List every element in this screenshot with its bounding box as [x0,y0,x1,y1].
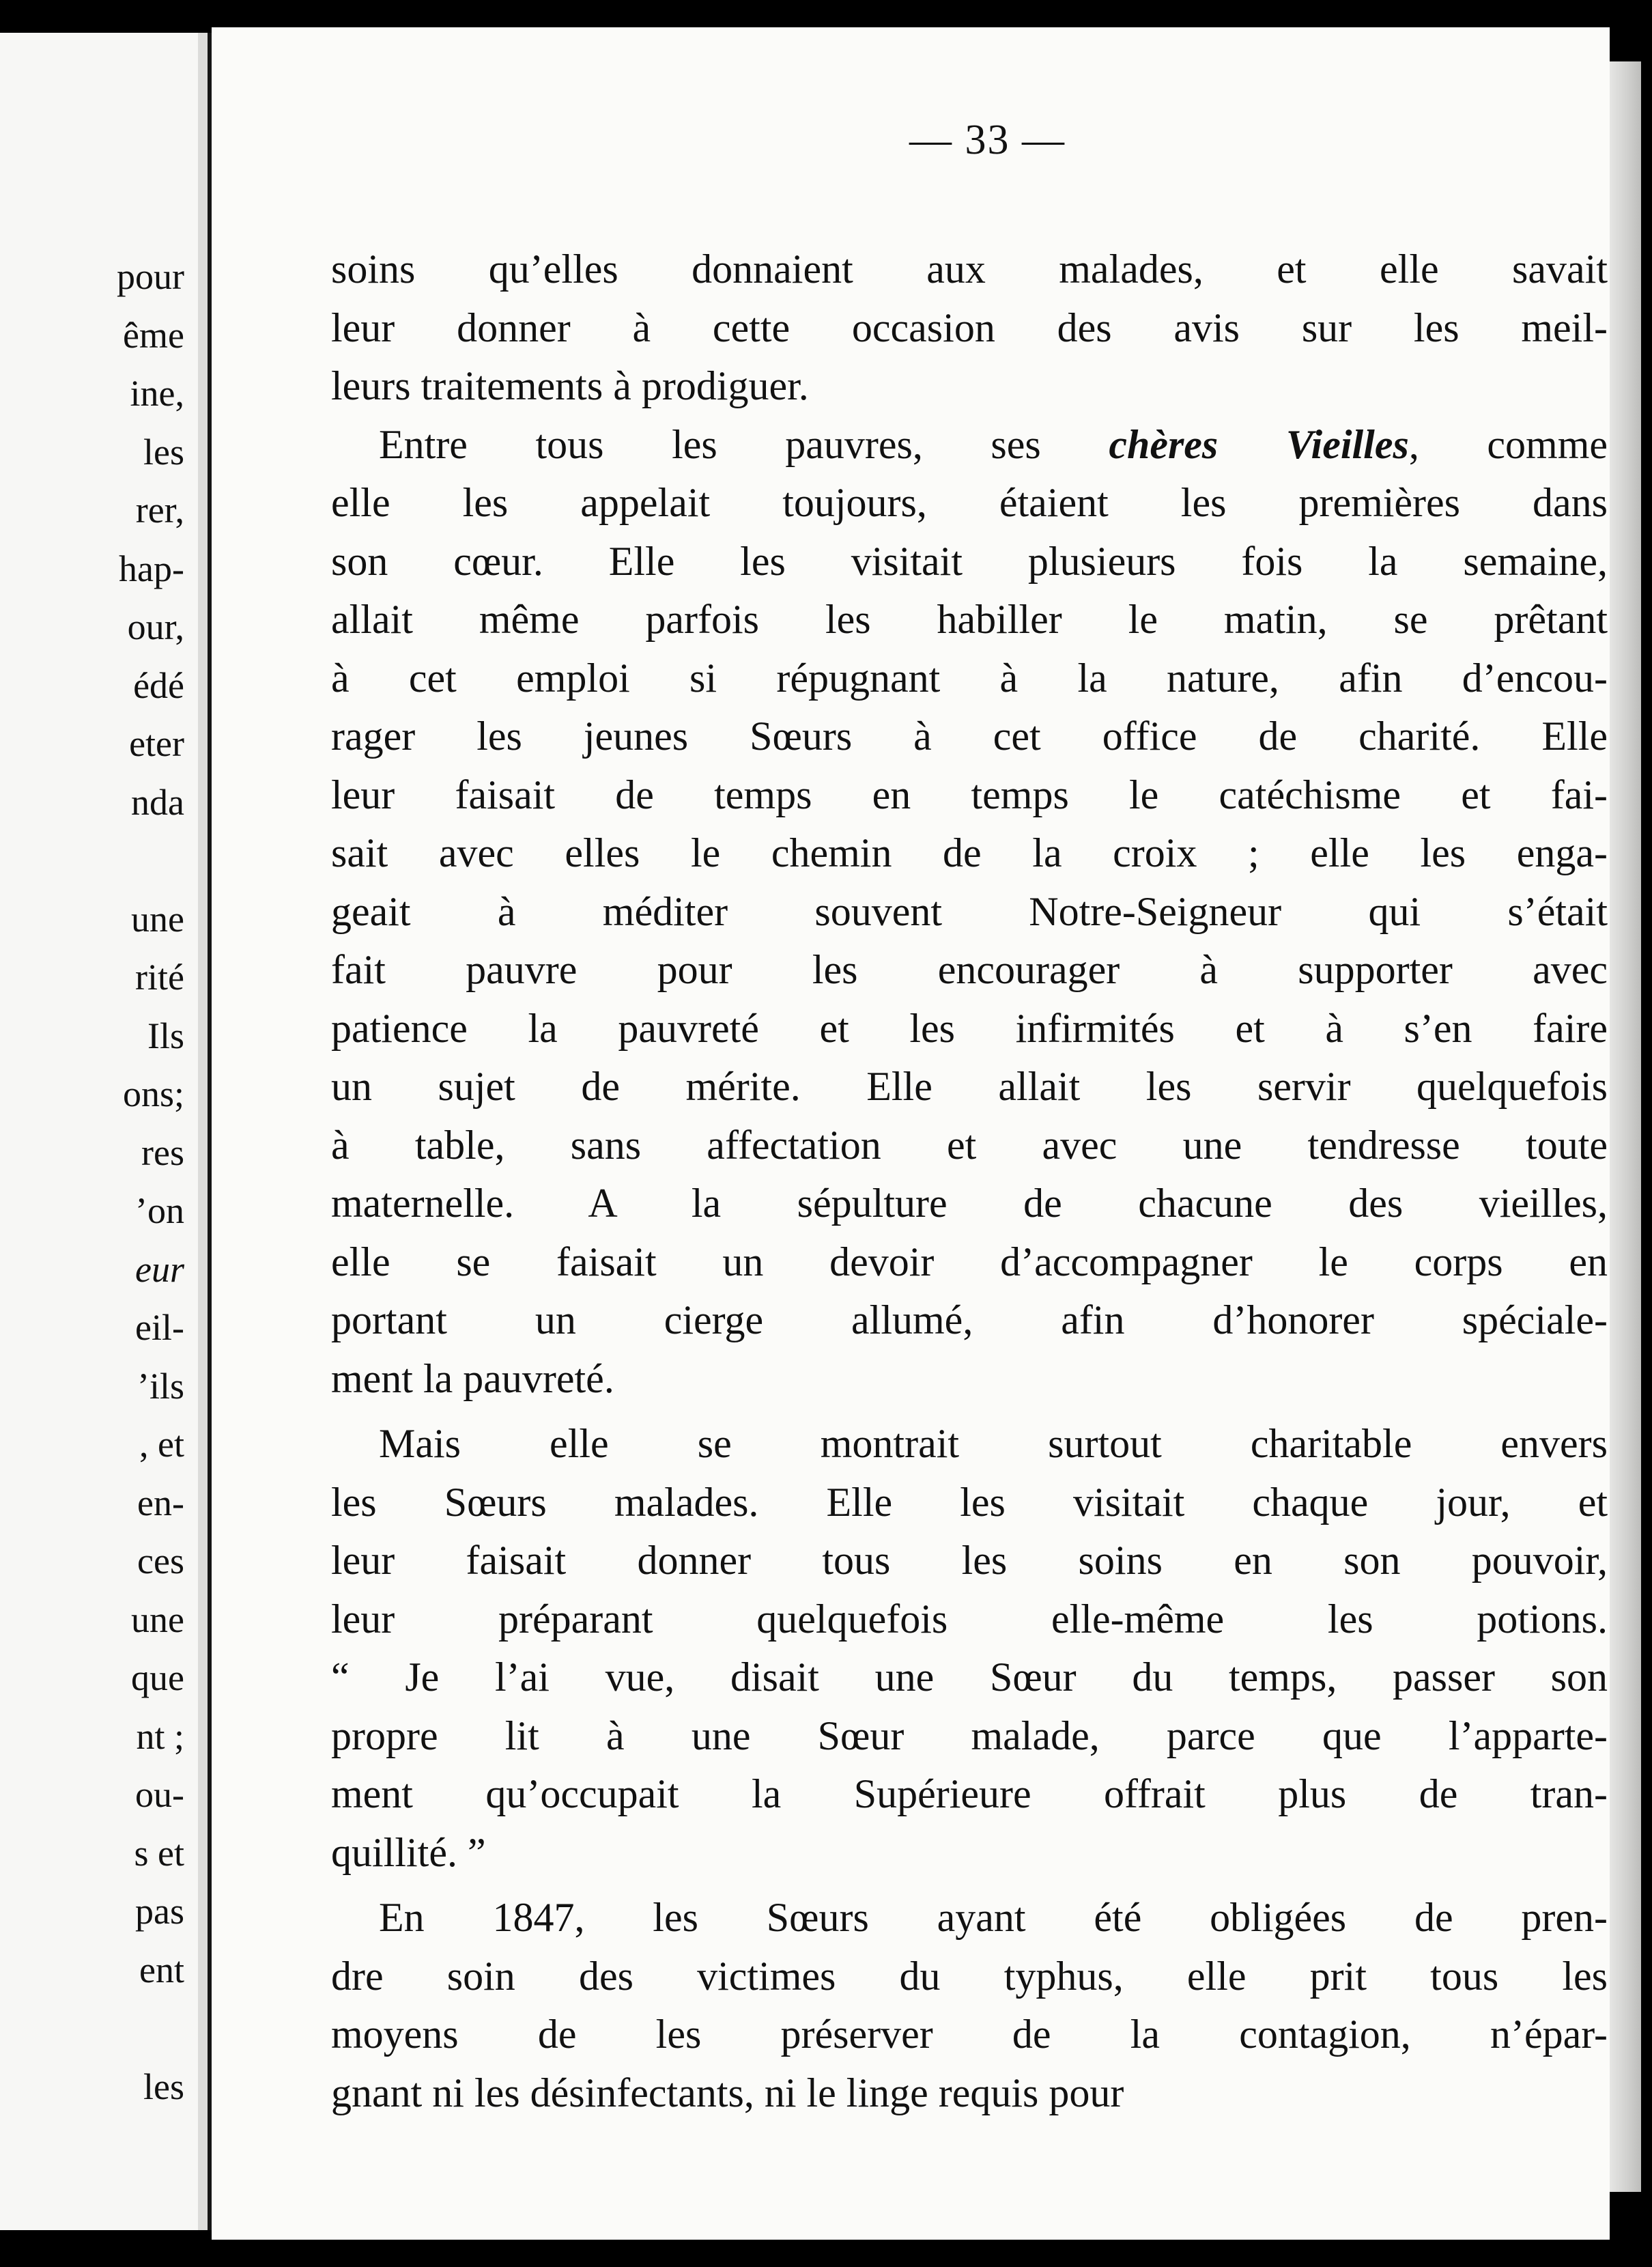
body-line: elle se faisait un devoir d’accompagner le corps en [331,1239,1608,1284]
left-page-line: our, [127,606,184,647]
left-page-line: , et [139,1424,184,1465]
left-page-line: ine, [130,373,184,414]
left-page-line: ou- [135,1774,184,1815]
body-line: elle les appelait toujours, étaient les premières dans [331,480,1608,525]
left-page-line: une [131,898,184,940]
left-page-line [7,1999,184,2058]
body-line: quillité. ” [331,1829,486,1875]
left-page-line: res [141,1131,184,1173]
body-line: leur faisait de temps en temps le catéchisme et fai- [331,772,1608,817]
body-line: leur faisait donner tous les soins en son pouvoir, [331,1538,1608,1583]
left-page-line: pas [135,1891,184,1932]
body-line: à cet emploi si répugnant à la nature, afin d’encou- [331,655,1608,701]
left-page-line: ces [137,1540,184,1581]
left-page-line: ons; [122,1073,184,1114]
left-page-line: une [131,1599,184,1640]
left-page-line: édé [133,664,184,706]
body-line: geait à méditer souvent Notre-Seigneur qui s’était [331,888,1608,934]
left-page-line: eter [129,723,184,764]
body-line: les Sœurs malades. Elle les visitait chaque jour, et [331,1479,1608,1525]
page-number: — 33 — [909,117,1066,163]
body-line: “ Je l’ai vue, disait une Sœur du temps, passer son [331,1655,1608,1700]
left-page-line: hap- [119,548,184,589]
emphasis-text: chères Vieilles [1109,421,1409,467]
body-line: Entre tous les pauvres, ses chères Vieilles, comme [379,421,1608,467]
body-line: patience la pauvreté et les infirmités et à s’en faire [331,1005,1608,1051]
left-page-line: ême [123,314,184,356]
left-page-line: pour [117,256,184,297]
left-page-line: les [143,2066,184,2107]
left-page-line: ent [139,1949,184,1990]
left-page-line: rer, [135,490,184,531]
left-page-line: que [131,1657,184,1698]
body-line: un sujet de mérite. Elle allait les servir quelquefois [331,1064,1608,1109]
body-line: moyens de les préserver de la contagion, n’épar- [331,2012,1608,2057]
body-line: leur préparant quelquefois elle-même les potions. [331,1596,1608,1642]
left-page-line: eil- [135,1307,184,1348]
body-line: sait avec elles le chemin de la croix ; elle les enga- [331,830,1608,875]
body-line: ment la pauvreté. [331,1355,614,1401]
left-page-line: ’ils [137,1365,184,1407]
body-line: fait pauvre pour les encourager à supporter avec [331,947,1608,992]
left-page-line: s et [134,1832,184,1874]
body-line: leur donner à cette occasion des avis sur les meil- [331,305,1608,350]
body-line: portant un cierge allumé, afin d’honorer spéciale- [331,1297,1608,1342]
body-line: dre soin des victimes du typhus, elle prit tous les [331,1953,1608,1999]
body-line: allait même parfois les habiller le matin, se prêtant [331,597,1608,642]
left-page-line [7,832,184,890]
body-line: ment qu’occupait la Supérieure offrait plus de tran- [331,1771,1608,1816]
left-page-line: les [143,431,184,473]
left-page-text [7,248,184,2116]
left-page-line: rité [135,957,184,998]
left-page-line: nda [131,781,184,823]
body-line: leurs traitements à prodiguer. [331,363,809,408]
left-page [0,33,198,2230]
left-page-line: en- [137,1482,184,1523]
body-line: propre lit à une Sœur malade, parce que l’apparte- [331,1713,1608,1758]
left-page-edge [198,33,208,2230]
right-page-edge [1610,61,1641,2192]
left-page-line: nt ; [136,1715,184,1757]
left-page-line: Ils [147,1015,184,1056]
body-line: Mais elle se montrait surtout charitable envers [379,1421,1608,1466]
body-line: soins qu’elles donnaient aux malades, et elle savait [331,247,1608,292]
right-page [212,27,1610,2240]
body-line: son cœur. Elle les visitait plusieurs fois la semaine, [331,538,1608,584]
body-line: à table, sans affectation et avec une tendresse toute [331,1122,1608,1168]
left-page-line: ’on [135,1190,184,1231]
left-page-line: eur [135,1248,184,1290]
body-line: maternelle. A la sépulture de chacune des vieilles, [331,1181,1608,1226]
body-line: gnant ni les désinfectants, ni le linge requis pour [331,2070,1124,2115]
body-text [331,240,1608,2122]
body-line: En 1847, les Sœurs ayant été obligées de pren- [379,1895,1608,1940]
body-line: rager les jeunes Sœurs à cet office de charité. Elle [331,714,1608,759]
